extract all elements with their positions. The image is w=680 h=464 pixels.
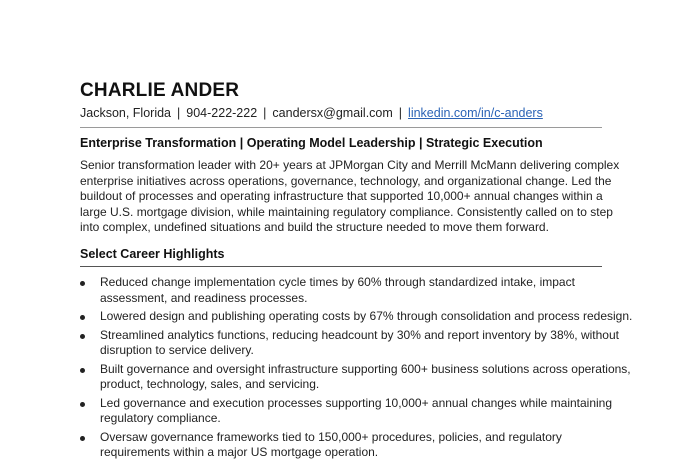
summary-line: buildout of processes and operating infrastructure that supported 10,000+ annual changes within a	[80, 189, 603, 203]
bullet-icon	[80, 436, 85, 441]
list-item-text: requirements within a major US mortgage operation.	[100, 445, 379, 459]
header-divider	[80, 127, 602, 128]
bullet-icon	[80, 368, 85, 373]
summary-line: enterprise initiatives across operations, governance, technology, and organizational change. Led the	[80, 173, 612, 188]
highlights-list	[80, 275, 633, 464]
candidate-name: CHARLIE ANDER	[80, 80, 240, 101]
contact-separator: |	[398, 106, 403, 120]
bullet-icon	[80, 315, 85, 320]
summary-line: large U.S. mortgage division, while maintaining regulatory compliance. Consistently called on to step	[80, 204, 613, 219]
contact-separator: |	[263, 106, 267, 120]
list-item-text: Streamlined analytics functions, reducing headcount by 30% and report inventory by 38%, without	[100, 327, 619, 342]
list-item	[80, 430, 602, 461]
list-item	[80, 395, 613, 427]
list-item-text: product, technology, sales, and servicing.	[100, 377, 320, 391]
list-item	[80, 309, 633, 325]
list-item-text: Built governance and oversight infrastructure supporting 600+ business solutions across operations,	[100, 361, 631, 376]
contact-separator: |	[177, 106, 181, 120]
list-item-text: Lowered design and publishing operating costs by 67% through consolidation and process redesign.	[100, 309, 633, 323]
summary-line: into complex, undefined situations and build the structure needed to move them forward.	[80, 220, 549, 234]
bullet-icon	[80, 402, 85, 407]
list-item	[80, 361, 631, 393]
linkedin-link[interactable]: linkedin.com/in/c-anders	[408, 106, 543, 120]
list-item-text: Led governance and execution processes supporting 10,000+ annual changes while maintaining	[100, 395, 613, 410]
bullet-icon	[80, 334, 85, 339]
professional-headline: Enterprise Transformation | Operating Model Leadership | Strategic Execution	[80, 136, 543, 150]
section-divider	[80, 266, 602, 267]
list-item	[80, 275, 602, 306]
contact-location: Jackson, Florida	[80, 106, 172, 120]
list-item-text: Reduced change implementation cycle times by 60% through standardized intake, impact	[100, 275, 575, 289]
summary-line: Senior transformation leader with 20+ years at JPMorgan City and Merrill McMann delivering complex	[80, 158, 620, 172]
list-item	[80, 327, 619, 359]
list-item-text: disruption to service delivery.	[100, 343, 254, 357]
list-item-text: assessment, and readiness processes.	[100, 290, 308, 305]
bullet-icon	[80, 281, 85, 286]
list-item-text: Oversaw governance frameworks tied to 150,000+ procedures, policies, and regulatory	[100, 429, 562, 444]
highlights-heading: Select Career Highlights	[80, 247, 225, 261]
contact-email: candersx@gmail.com	[272, 106, 393, 120]
contact-line	[80, 106, 543, 120]
summary-paragraph	[80, 158, 620, 236]
list-item-text: regulatory compliance.	[100, 411, 221, 425]
contact-phone: 904-222-222	[186, 106, 258, 120]
